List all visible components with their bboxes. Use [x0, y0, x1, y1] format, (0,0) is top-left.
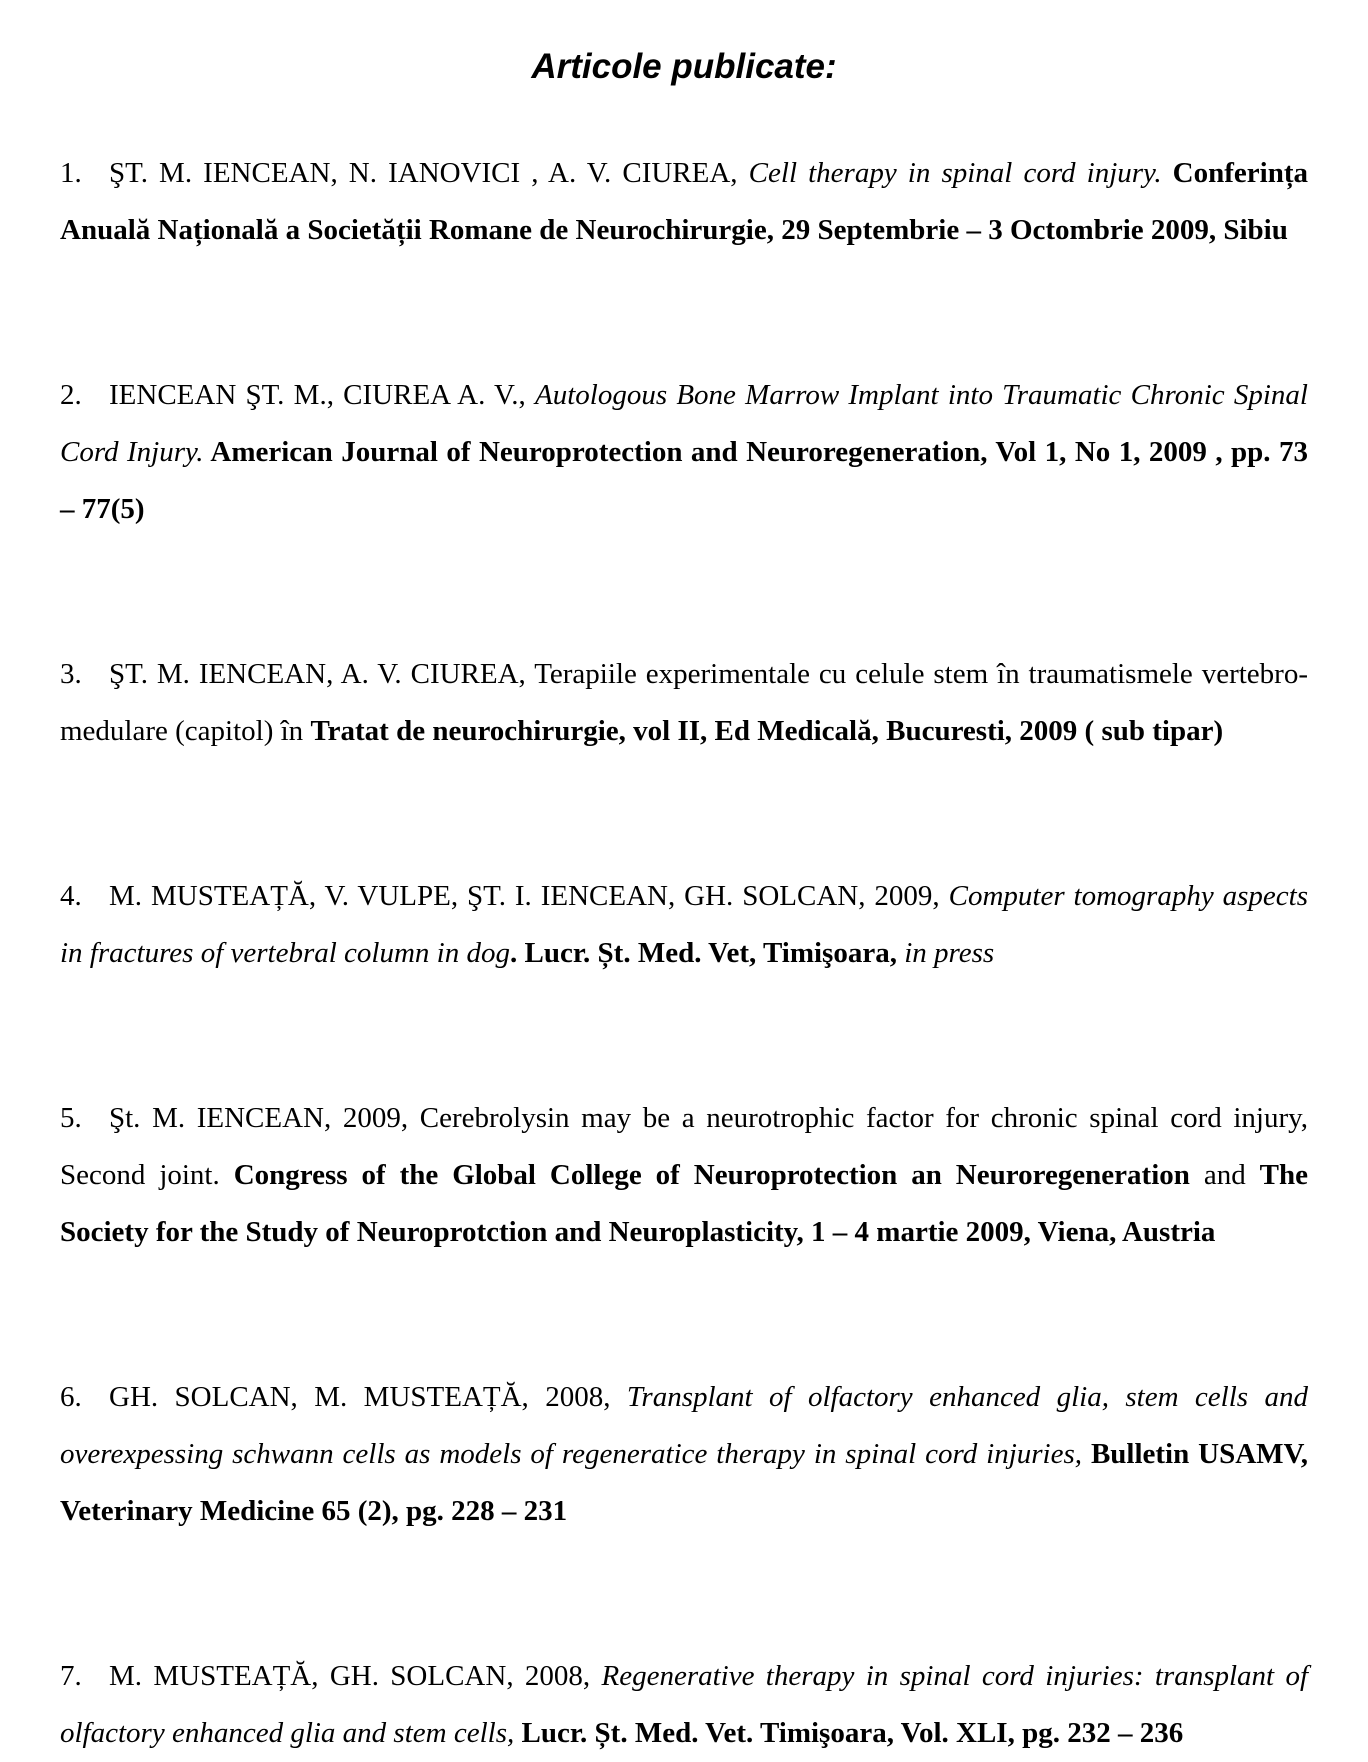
reference-venue: . Lucr. Șt. Med. Vet, Timişoara,	[509, 937, 897, 969]
reference-authors: M. MUSTEAȚĂ, GH. SOLCAN, 2008,	[109, 1660, 602, 1692]
reference-item	[60, 868, 1308, 982]
reference-venue: Tratat de neurochirurgie, vol II, Ed Medicală, Bucuresti, 2009 ( sub tipar)	[310, 715, 1224, 747]
reference-item	[60, 145, 1308, 259]
reference-authors: ŞT. M. IENCEAN, N. IANOVICI , A. V. CIUREA,	[109, 157, 749, 189]
reference-title: Regenerative therapy in spinal cord injuries: transplant of olfactory enhanced glia and stem cells,	[60, 1660, 1309, 1749]
reference-title: Transplant of olfactory enhanced glia, stem cells and overexpessing schwann cells as models of regeneratice therapy in spinal cord injuries,	[60, 1381, 1308, 1470]
reference-note: in press	[896, 937, 995, 969]
reference-title: Computer tomography aspects in fractures of vertebral column in dog	[60, 880, 1309, 969]
page-title: Articole publicate:	[531, 47, 837, 86]
reference-title: Cell therapy in spinal cord injury.	[748, 157, 1162, 189]
reference-venue: Conferința Anuală Națională a Societății Romane de Neurochirurgie, 29 Septembrie – 3 Octombrie 2009, Sibiu	[60, 157, 1308, 246]
reference-item	[60, 1369, 1308, 1540]
reference-connector: and	[1189, 1159, 1260, 1191]
reference-number: 7.	[60, 1660, 82, 1692]
reference-item	[60, 646, 1308, 760]
reference-venue: Congress of the Global College of Neuroprotection an Neuroregeneration	[233, 1159, 1190, 1191]
reference-authors: M. MUSTEAȚĂ, V. VULPE, ŞT. I. IENCEAN, GH. SOLCAN, 2009,	[109, 880, 949, 912]
reference-authors: IENCEAN ŞT. M., CIUREA A. V.,	[109, 379, 535, 411]
reference-venue: Bulletin USAMV, Veterinary Medicine 65 (2), pg. 228 – 231	[60, 1438, 1309, 1527]
reference-number: 1.	[60, 157, 82, 189]
reference-title: Terapiile experimentale cu celule stem în traumatismele vertebro-medulare (capitol) în	[60, 658, 1308, 747]
reference-venue: American Journal of Neuroprotection and Neuroregeneration, Vol 1, No 1, 2009 , pp. 73 – 77(5)	[60, 436, 1308, 525]
reference-venue-secondary: The Society for the Study of Neuroprotction and Neuroplasticity, 1 – 4 martie 2009, Viena, Austria	[60, 1159, 1309, 1248]
reference-number: 5.	[60, 1102, 82, 1134]
reference-title: Cerebrolysin may be a neurotrophic factor for chronic spinal cord injury, Second joint.	[60, 1102, 1308, 1191]
reference-list	[60, 145, 1308, 1762]
reference-authors: GH. SOLCAN, M. MUSTEAȚĂ, 2008,	[109, 1381, 627, 1413]
reference-authors: Şt. M. IENCEAN, 2009,	[109, 1102, 420, 1134]
reference-title: Autologous Bone Marrow Implant into Traumatic Chronic Spinal Cord Injury.	[60, 379, 1308, 468]
reference-item	[60, 1648, 1308, 1762]
reference-item	[60, 367, 1308, 538]
reference-venue: Lucr. Șt. Med. Vet. Timişoara, Vol. XLI, pg. 232 – 236	[514, 1717, 1184, 1749]
reference-item	[60, 1090, 1308, 1261]
reference-authors: ŞT. M. IENCEAN, A. V. CIUREA,	[109, 658, 535, 690]
reference-number: 4.	[60, 880, 82, 912]
reference-number: 3.	[60, 658, 82, 690]
reference-number: 2.	[60, 379, 82, 411]
reference-number: 6.	[60, 1381, 82, 1413]
